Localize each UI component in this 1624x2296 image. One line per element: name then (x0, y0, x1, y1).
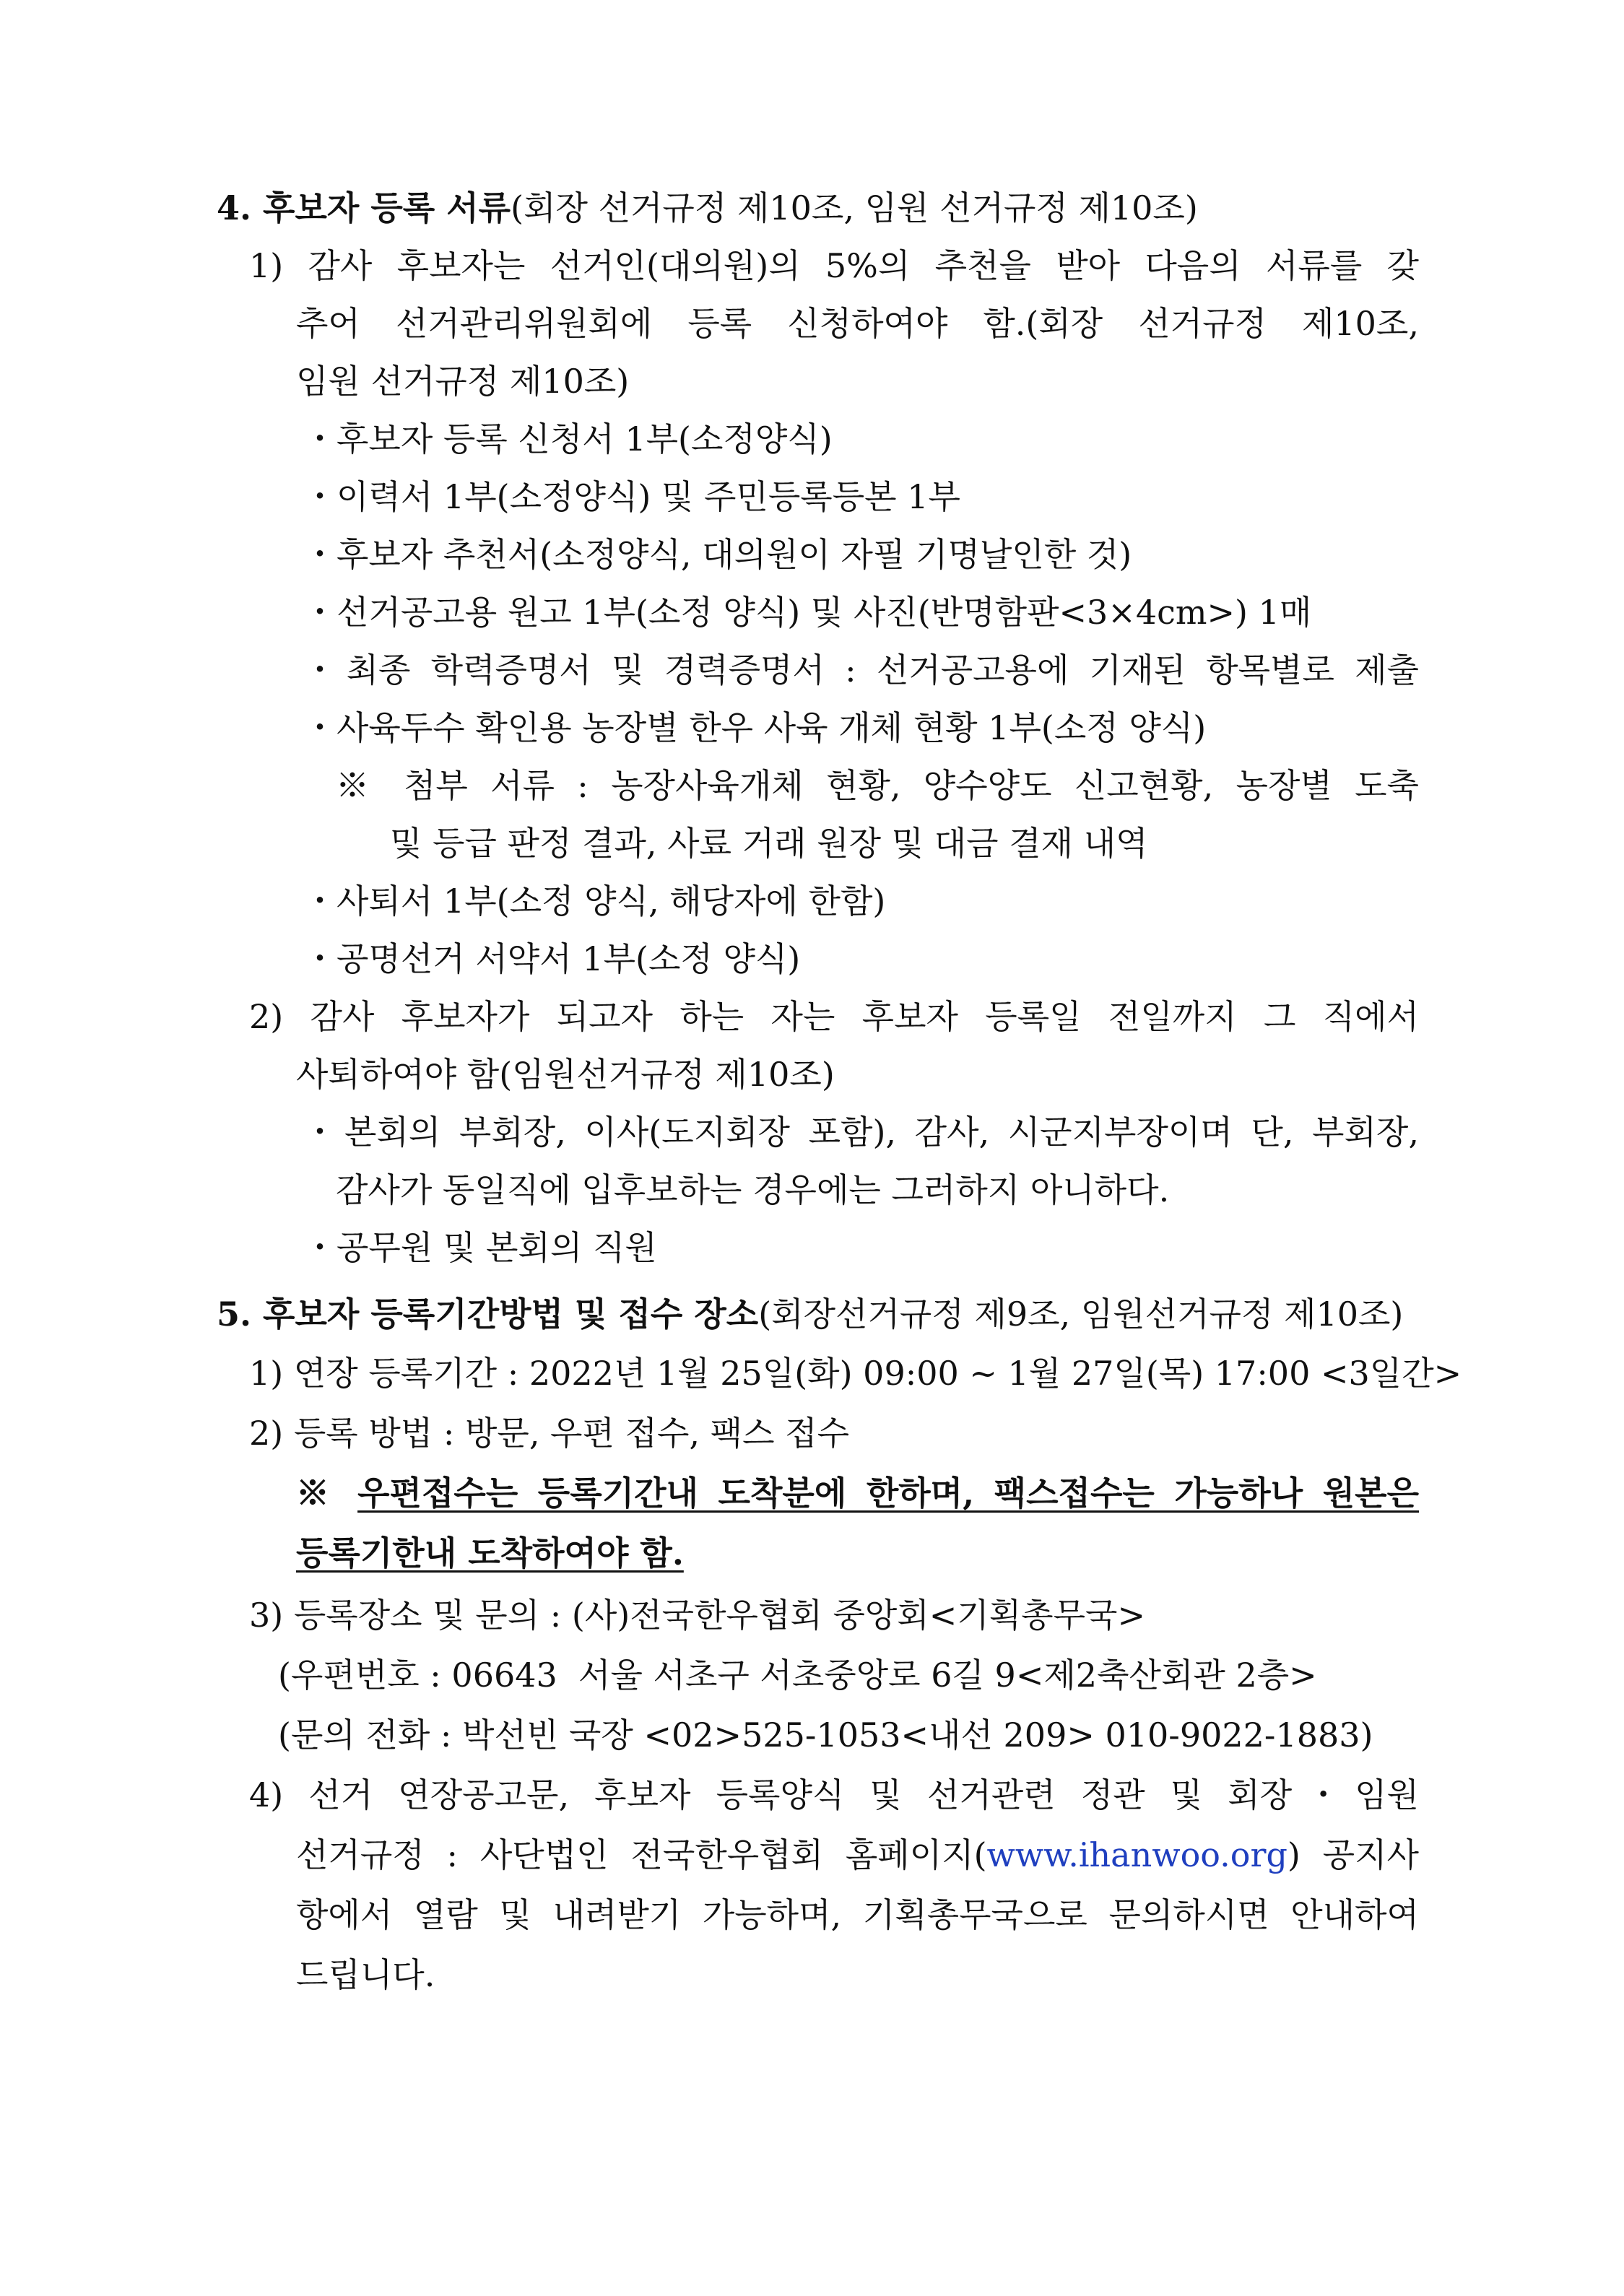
bullet-certificates: ・최종 학력증명서 및 경력증명서 : 선거공고용에 기재된 항목별로 제출 (303, 651, 1419, 690)
bullet-board-members-line-2: 감사가 동일직에 입후보하는 경우에는 그러하지 아니하다. (336, 1170, 1170, 1209)
postal-address: (우편번호 : 06643 서울 서초구 서초중앙로 6길 9<제2축산회관 2층> (278, 1656, 1317, 1695)
item-5-4-line-4: 드립니다. (296, 1955, 435, 1994)
homepage-link[interactable]: www.ihanwoo.org (986, 1835, 1288, 1874)
notice-line-2 (296, 1531, 684, 1575)
bullet-cattle-status: ・사육두수 확인용 농장별 한우 사육 개체 현황 1부(소정 양식) (303, 708, 1207, 747)
item-4-1-line-2: 추어 선거관리위원회에 등록 신청하여야 함.(회장 선거규정 제10조, (296, 304, 1419, 343)
item-4-2-line-1: 2) 감사 후보자가 되고자 하는 자는 후보자 등록일 전일까지 그 직에서 (249, 997, 1419, 1036)
notice-mark: ※ (296, 1474, 338, 1513)
bullet-public-officials: ・공무원 및 본회의 직원 (303, 1228, 657, 1267)
item-5-4-line-2-before: 선거규정 : 사단법인 전국한우협회 홈페이지( (296, 1835, 987, 1874)
note-attachments-line-1: ※ 첨부 서류 : 농장사육개체 현황, 양수양도 신고현황, 농장별 도축 (336, 766, 1419, 805)
item-5-4-line-3: 항에서 열람 및 내려받기 가능하며, 기획총무국으로 문의하시면 안내하여 (296, 1895, 1419, 1934)
item-5-1-registration-period: 1) 연장 등록기간 : 2022년 1월 25일(화) 09:00 ~ 1월 27일(목) 17:00 <3일간> (249, 1354, 1462, 1393)
bullet-board-members-line-1: ・본회의 부회장, 이사(도지회장 포함), 감사, 시군지부장이며 단, 부회장, (303, 1113, 1419, 1152)
contact-phone: (문의 전화 : 박선빈 국장 <02>525-1053<내선 209> 010-9022-1883) (278, 1716, 1373, 1754)
section-4-title (217, 186, 1198, 230)
bullet-manuscript-photo: ・선거공고용 원고 1부(소정 양식) 및 사진(반명함판<3×4cm>) 1매 (303, 593, 1312, 632)
section-5-title-rest: (회장선거규정 제9조, 임원선거규정 제10조) (758, 1295, 1404, 1334)
notice-text-1: 우편접수는 등록기간내 도착분에 한하며, 팩스접수는 가능하나 원본은 (357, 1474, 1420, 1513)
item-4-2-line-2: 사퇴하여야 함(임원선거규정 제10조) (296, 1055, 835, 1094)
bullet-fair-election-pledge: ・공명선거 서약서 1부(소정 양식) (303, 939, 801, 978)
bullet-resignation: ・사퇴서 1부(소정 양식, 해당자에 한함) (303, 882, 886, 921)
item-5-2-registration-method: 2) 등록 방법 : 방문, 우편 접수, 팩스 접수 (249, 1414, 850, 1453)
bullet-application-form: ・후보자 등록 신청서 1부(소정양식) (303, 419, 833, 458)
notice-line-1 (296, 1471, 1419, 1515)
bullet-recommendation: ・후보자 추천서(소정양식, 대의원이 자필 기명날인한 것) (303, 535, 1132, 574)
item-5-4-line-2-after: ) 공지사 (1287, 1835, 1419, 1874)
notice-text-2: 등록기한내 도착하여야 함. (296, 1534, 684, 1573)
bullet-resume: ・이력서 1부(소정양식) 및 주민등록등본 1부 (303, 477, 960, 516)
item-4-1-line-3: 임원 선거규정 제10조) (296, 362, 630, 401)
section-5-title (217, 1292, 1403, 1336)
section-5-title-bold: 5. 후보자 등록기간방법 및 접수 장소 (217, 1295, 759, 1334)
item-5-4-line-1: 4) 선거 연장공고문, 후보자 등록양식 및 선거관련 정관 및 회장・임원 (249, 1775, 1419, 1814)
item-5-3-location-inquiry: 3) 등록장소 및 문의 : (사)전국한우협회 중앙회<기획총무국> (249, 1596, 1146, 1635)
section-4-title-rest: (회장 선거규정 제10조, 임원 선거규정 제10조) (511, 188, 1198, 227)
item-4-1-line-1: 1) 감사 후보자는 선거인(대의원)의 5%의 추천을 받아 다음의 서류를 갖 (249, 246, 1419, 285)
note-attachments-line-2: 및 등급 판정 결과, 사료 거래 원장 및 대금 결재 내역 (390, 824, 1148, 863)
section-4-title-bold: 4. 후보자 등록 서류 (217, 188, 511, 227)
item-5-4-line-2 (296, 1833, 1419, 1877)
